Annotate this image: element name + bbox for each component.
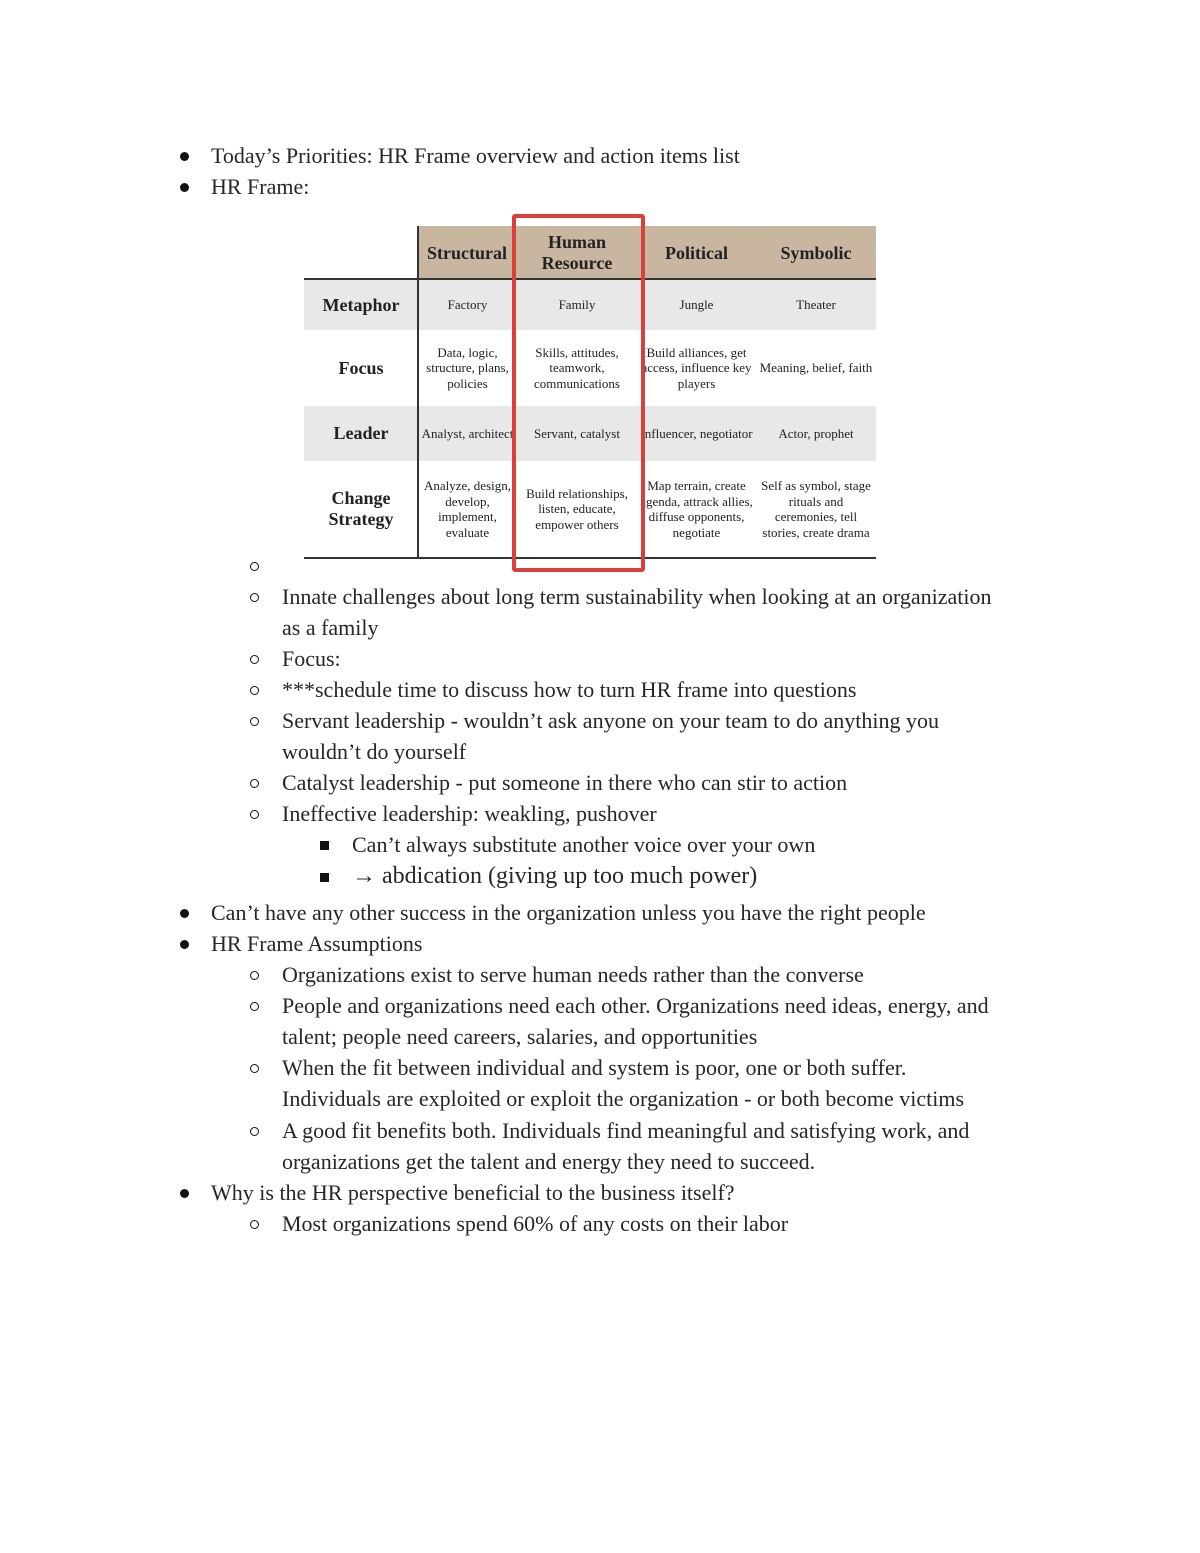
bullet-square bbox=[320, 841, 329, 850]
col-header-human-resource: Human Resource bbox=[517, 226, 637, 280]
schedule-text: ***schedule time to discuss how to turn HR frame into questions bbox=[282, 677, 857, 702]
col-header-symbolic: Symbolic bbox=[756, 226, 876, 280]
cell-change-human-resource: Build relationships, listen, educate, empower others bbox=[526, 485, 628, 532]
bullet-circle bbox=[250, 1002, 259, 1011]
bullet-square bbox=[320, 873, 329, 882]
bullet-dot bbox=[180, 152, 189, 161]
cell-metaphor-human-resource: Family bbox=[558, 297, 596, 313]
ineffective-leadership-text: Ineffective leadership: weakling, pushover bbox=[282, 801, 657, 826]
assumption-1-text: Organizations exist to serve human needs rather than the converse bbox=[282, 962, 864, 987]
cell-change-symbolic: Self as symbol, stage rituals and ceremonies, tell stories, create drama bbox=[761, 478, 871, 540]
four-frames-table-image bbox=[296, 205, 912, 572]
cell-metaphor-symbolic: Theater bbox=[796, 297, 836, 313]
bullet-circle bbox=[250, 655, 259, 664]
col-header-structural: Structural bbox=[419, 226, 515, 280]
abdication-text: → abdication (giving up too much power) bbox=[352, 863, 758, 889]
focus-text: Focus: bbox=[282, 646, 341, 671]
bullet-dot bbox=[180, 1189, 189, 1198]
cell-focus-symbolic: Meaning, belief, faith bbox=[759, 360, 873, 376]
cell-change-structural: Analyze, design, develop, implement, evaluate bbox=[423, 478, 511, 540]
assumption-4-text-cont: organizations get the talent and energy they need to succeed. bbox=[282, 1149, 816, 1174]
labor-costs-text: Most organizations spend 60% of any costs on their labor bbox=[282, 1211, 789, 1236]
right-people-text: Can’t have any other success in the organization unless you have the right people bbox=[211, 900, 926, 925]
servant-leadership-text-cont: wouldn’t do yourself bbox=[282, 739, 467, 764]
bullet-circle bbox=[250, 686, 259, 695]
bullet-circle bbox=[250, 971, 259, 980]
why-hr-text: Why is the HR perspective beneficial to the business itself? bbox=[211, 1180, 735, 1205]
bullet-circle bbox=[250, 593, 259, 602]
row-label-metaphor: Metaphor bbox=[322, 294, 400, 315]
servant-leadership-text: Servant leadership - wouldn’t ask anyone on your team to do anything you bbox=[282, 708, 940, 733]
human-resource-highlight-box bbox=[512, 214, 645, 572]
innate-challenges-text-cont: as a family bbox=[282, 615, 379, 640]
cell-leader-human-resource: Servant, catalyst bbox=[534, 425, 620, 441]
bullet-circle bbox=[250, 810, 259, 819]
table-rule bbox=[417, 226, 419, 559]
assumption-3-text: When the fit between individual and system is poor, one or both suffer. bbox=[282, 1055, 907, 1080]
cell-metaphor-political: Jungle bbox=[679, 297, 714, 313]
cell-focus-human-resource: Skills, attitudes, teamwork, communications bbox=[534, 344, 620, 391]
innate-challenges-text: Innate challenges about long term sustainability when looking at an organization bbox=[282, 584, 992, 609]
bullet-circle bbox=[250, 562, 259, 571]
cell-change-political: Map terrain, create agenda, attrack allies, diffuse opponents, negotiate bbox=[640, 478, 753, 540]
bullet-circle bbox=[250, 717, 259, 726]
cell-metaphor-structural: Factory bbox=[447, 297, 488, 313]
bullet-dot bbox=[180, 940, 189, 949]
cell-focus-structural: Data, logic, structure, plans, policies bbox=[426, 344, 509, 391]
cell-focus-political: Build alliances, get access, influence key players bbox=[641, 344, 752, 391]
cell-leader-structural: Analyst, architect bbox=[421, 425, 514, 441]
cell-leader-symbolic: Actor, prophet bbox=[778, 425, 854, 441]
assumption-4-text: A good fit benefits both. Individuals find meaningful and satisfying work, and bbox=[282, 1118, 970, 1143]
row-label-leader: Leader bbox=[333, 423, 389, 443]
bullet-circle bbox=[250, 1220, 259, 1229]
assumption-2-text: People and organizations need each other. Organizations need ideas, energy, and bbox=[282, 993, 989, 1018]
substitute-voice-text: Can’t always substitute another voice over your own bbox=[352, 832, 816, 857]
assumption-3-text-cont: Individuals are exploited or exploit the organization - or both become victims bbox=[282, 1086, 965, 1111]
assumptions-heading: HR Frame Assumptions bbox=[211, 931, 423, 956]
bullet-circle bbox=[250, 779, 259, 788]
cell-leader-political: Influencer, negotiator bbox=[640, 425, 753, 441]
row-label-change-strategy: Change Strategy bbox=[328, 488, 394, 529]
catalyst-leadership-text: Catalyst leadership - put someone in there who can stir to action bbox=[282, 770, 848, 795]
bullet-circle bbox=[250, 1064, 259, 1073]
col-header-political: Political bbox=[638, 226, 755, 280]
bullet-dot bbox=[180, 183, 189, 192]
hr-frame-heading: HR Frame: bbox=[211, 174, 310, 199]
row-label-focus: Focus bbox=[338, 357, 384, 378]
bullet-dot bbox=[180, 909, 189, 918]
bullet-circle bbox=[250, 1127, 259, 1136]
assumption-2-text-cont: talent; people need careers, salaries, and opportunities bbox=[282, 1024, 758, 1049]
priorities-text: Today’s Priorities: HR Frame overview and action items list bbox=[211, 143, 740, 168]
